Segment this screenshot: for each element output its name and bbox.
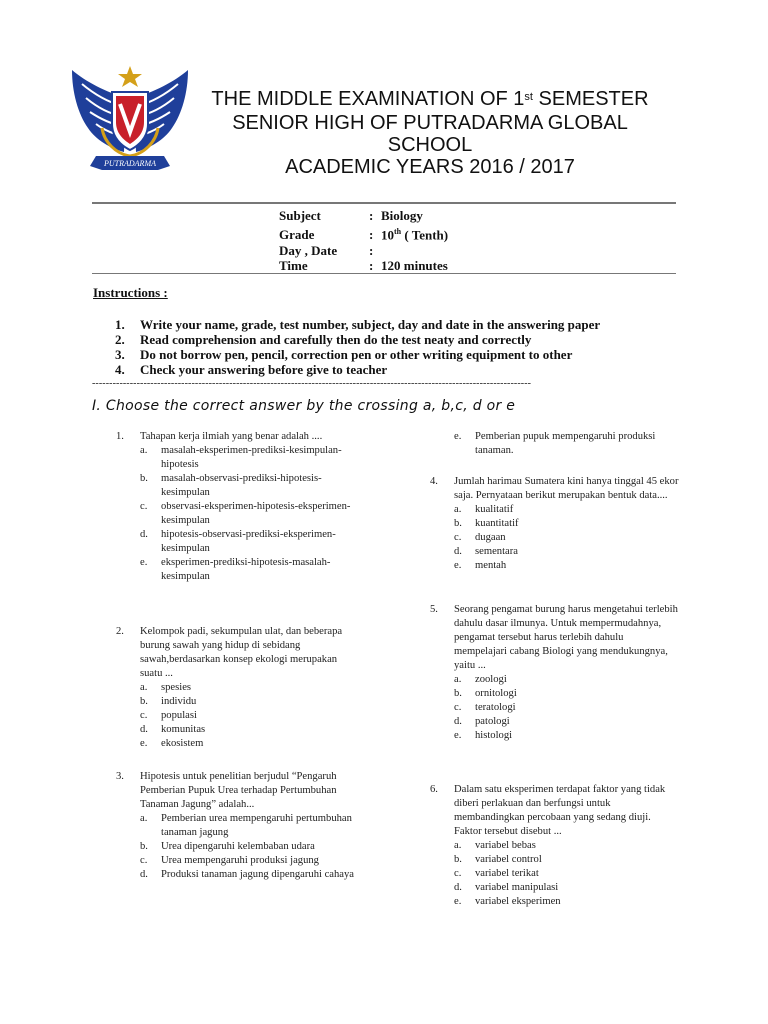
answer-option[interactable]: d. patologi xyxy=(454,716,510,727)
question-number: 3. xyxy=(116,771,124,782)
question-5 xyxy=(430,603,680,743)
info-divider xyxy=(92,273,676,274)
answer-option[interactable]: d. hipotesis-observasi-prediksi-eksperimen-kesimpulan xyxy=(140,529,336,554)
answer-option[interactable]: c. dugaan xyxy=(454,532,506,543)
instruction-item: 2. Read comprehension and carefully then do the test neaty and correctly xyxy=(115,332,532,347)
answer-option[interactable]: d. variabel manipulasi xyxy=(454,882,559,893)
answer-option[interactable]: c. populasi xyxy=(140,710,197,721)
answer-option[interactable]: e. ekosistem xyxy=(140,738,204,749)
question-stem: Seorang pengamat burung harus mengetahui terlebih dahulu dasar ilmunya. Untuk mempermudahnya, pengamat tersebut harus terlebih dahulu mempelajari cabang Biologi yang mendukungnya, yaitu ... xyxy=(454,604,678,671)
instructions-title: Instructions : xyxy=(93,285,168,300)
exam-title-line4: ACADEMIC YEARS 2016 / 2017 xyxy=(285,156,575,178)
svg-text:PUTRADARMA: PUTRADARMA xyxy=(104,159,156,168)
header-divider xyxy=(92,202,676,204)
answer-option[interactable]: e. mentah xyxy=(454,560,507,571)
answer-option[interactable]: c. variabel terikat xyxy=(454,868,539,879)
answer-option[interactable]: d. komunitas xyxy=(140,724,206,735)
exam-title-line1: THE MIDDLE EXAMINATION OF 1st SEMESTER xyxy=(211,88,649,110)
question-stem: Dalam satu eksperimen terdapat faktor yang tidak diberi perlakuan dan berfungsi untuk membandingkan percobaan yang sedang diuji. Faktor tersebut disebut ... xyxy=(454,784,666,837)
answer-option[interactable]: a. kualitatif xyxy=(454,504,514,515)
answer-option[interactable]: a. Pemberian urea mempengaruhi pertumbuhan tanaman jagung xyxy=(140,813,352,838)
instruction-item: 4. Check your answering before give to teacher xyxy=(115,362,388,377)
answer-option[interactable]: c. observasi-eksperimen-hipotesis-eksperimen-kesimpulan xyxy=(140,501,351,526)
question-number: 1. xyxy=(116,431,124,442)
answer-option[interactable]: a. masalah-eksperimen-prediksi-kesimpulan-hipotesis xyxy=(140,445,342,470)
question-2 xyxy=(116,625,366,751)
answer-option[interactable]: b. Urea dipengaruhi kelembaban udara xyxy=(140,841,315,852)
answer-option[interactable]: c. Urea mempengaruhi produksi jagung xyxy=(140,855,319,866)
question-number: 4. xyxy=(430,476,438,487)
answer-option[interactable]: b. ornitologi xyxy=(454,688,517,699)
exam-title-line3: SCHOOL xyxy=(387,134,473,156)
answer-option[interactable]: e. eksperimen-prediksi-hipotesis-masalah-kesimpulan xyxy=(140,557,331,582)
answer-option[interactable]: a. spesies xyxy=(140,682,192,693)
school-logo xyxy=(66,62,194,178)
question-stem: Jumlah harimau Sumatera kini hanya tinggal 45 ekor saja. Pernyataan berikut merupakan bentuk data.... xyxy=(454,476,679,501)
answer-option[interactable]: b. individu xyxy=(140,696,197,707)
dashed-separator: -------------------------------------------------------------------------------------------------------------------------------- xyxy=(92,378,532,389)
answer-option[interactable]: d. Produksi tanaman jagung dipengaruhi cahaya xyxy=(140,869,354,880)
answer-option[interactable]: a. variabel bebas xyxy=(454,840,536,851)
question-stem: Hipotesis untuk penelitian berjudul “Pengaruh Pemberian Pupuk Urea terhadap Pertumbuhan Tanaman Jagung” adalah... xyxy=(140,771,337,810)
question-stem: Kelompok padi, sekumpulan ulat, dan beberapa burung sawah yang hidup di sebidang sawah,berdasarkan konsep ekologi merupakan suatu ... xyxy=(140,626,343,679)
question-4 xyxy=(430,475,680,573)
answer-option[interactable]: c. teratologi xyxy=(454,702,516,713)
instruction-item: 1. Write your name, grade, test number, subject, day and date in the answering paper xyxy=(115,317,601,332)
answer-option[interactable]: b. masalah-observasi-prediksi-hipotesis-kesimpulan xyxy=(140,473,322,498)
answer-option[interactable]: e. variabel eksperimen xyxy=(454,896,561,907)
info-time: Time : 120 minutes xyxy=(279,258,448,274)
exam-title-line2: SENIOR HIGH OF PUTRADARMA GLOBAL xyxy=(232,112,628,134)
answer-option[interactable]: e. histologi xyxy=(454,730,513,741)
question-stem: Tahapan kerja ilmiah yang benar adalah .... xyxy=(140,431,323,442)
answer-option[interactable]: b. kuantitatif xyxy=(454,518,519,529)
question-3-continued xyxy=(430,430,680,458)
exam-info xyxy=(279,208,619,274)
question-number: 2. xyxy=(116,626,124,637)
section-title: I. Choose the correct answer by the crossing a, b,c, d or e xyxy=(92,398,516,414)
answer-option[interactable]: e. Pemberian pupuk mempengaruhi produksi tanaman. xyxy=(454,431,656,456)
question-number: 6. xyxy=(430,784,438,795)
info-grade: Grade : 10th ( Tenth) xyxy=(279,226,449,242)
info-day-date: Day , Date : xyxy=(279,242,374,258)
answer-option[interactable]: b. variabel control xyxy=(454,854,542,865)
question-3 xyxy=(116,770,366,882)
instruction-item: 3. Do not borrow pen, pencil, correction pen or other writing equipment to other xyxy=(115,347,573,362)
answer-option[interactable]: a. zoologi xyxy=(454,674,507,685)
question-1 xyxy=(116,430,366,584)
question-number: 5. xyxy=(430,604,438,615)
question-6 xyxy=(430,783,680,909)
info-subject: Subject : Biology xyxy=(279,208,423,223)
answer-option[interactable]: d. sementara xyxy=(454,546,518,557)
